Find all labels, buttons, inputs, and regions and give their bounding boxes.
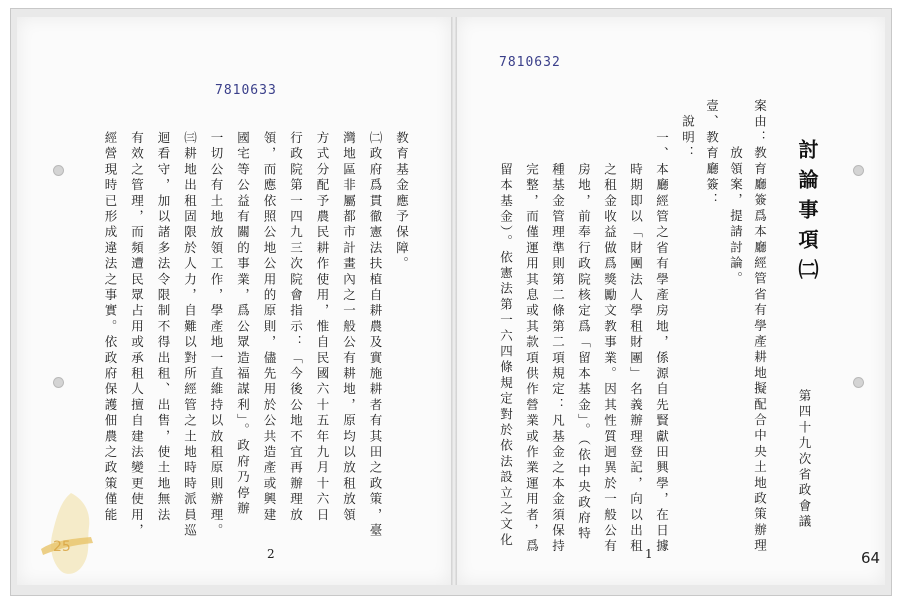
- text-column: 教育基金應予保障。: [394, 131, 410, 273]
- right-serial-number: 7810632: [499, 55, 561, 70]
- left-serial-number: 7810633: [215, 83, 277, 98]
- left-page-number: 2: [267, 547, 275, 561]
- svg-text:25: 25: [53, 539, 71, 555]
- text-column: 種基金管理準則第二條第二項規定：凡基金之本金須保持: [550, 131, 566, 555]
- text-column: ㈢耕地出租固限於人力，自難以對所經管之土地時時派員巡: [182, 131, 198, 540]
- right-page: [457, 17, 885, 585]
- section-title: 討論事項㈡: [795, 139, 819, 289]
- binding-hole: [53, 165, 64, 176]
- text-column: 之租金收益做爲獎勵文教事業。因其性質迥異於一般公有: [602, 131, 618, 555]
- text-column: 房地，前奉行政院核定爲「留本基金」。（依中央政府特: [576, 131, 592, 543]
- text-column: 完整，而僅運用其息或其款項供作營業或作業運用者，爲: [524, 131, 540, 555]
- text-column: ㈡政府爲貫徹憲法扶植自耕農及實施耕者有其田之政策，臺: [368, 131, 383, 540]
- sheet-number: 64: [861, 549, 881, 567]
- text-column: 壹、教育廳簽：: [704, 99, 720, 209]
- text-column: 放領案，提請討論。: [728, 99, 744, 288]
- text-column: 一切公有土地放領工作，學產地一直維持以放租原則辦理。: [209, 131, 224, 540]
- meeting-label: 第四十九次省政會議: [797, 389, 812, 531]
- text-column: 領，而應依照公地公用的原則，儘先用於公共造產或興建: [262, 131, 277, 524]
- text-column: 方式分配予農民耕作使用，惟自民國六十五年九月十六日: [315, 131, 330, 524]
- text-column: 案由：教育廳簽爲本廳經管省有學產耕地擬配合中央土地政策辦理: [752, 99, 768, 555]
- text-column: 有效之管理，而頻遭民眾占用或承租人擅自建法變更使用，: [129, 131, 145, 540]
- text-column: 經營現時已形成違法之事實。依政府保護佃農之政策僅能: [103, 131, 118, 524]
- binding-hole: [853, 165, 864, 176]
- text-column: 行政院第一四九三次院會指示：「今後公地不宜再辦理放: [288, 131, 304, 524]
- text-column: 一、本廳經管之省有學產房地，係源自先賢獻田興學，在日據: [654, 131, 670, 555]
- text-column: 留本基金）。依憲法第一六四條規定對於依法設立之文化: [498, 131, 514, 549]
- left-page: [17, 17, 451, 585]
- text-column: 國宅等公益有關的事業，爲公眾造福謀利」。政府乃停辦: [235, 131, 251, 518]
- text-column: 灣地區非屬都市計畫內之一般公有耕地，原均以放租放領: [341, 131, 357, 524]
- binding-hole: [53, 377, 64, 388]
- text-column: 迴看守，加以諸多法令限制不得出租、出售，使土地無法: [156, 131, 171, 524]
- right-page-number: 1: [645, 547, 653, 561]
- document-spread: [10, 8, 892, 596]
- binding-hole: [853, 377, 864, 388]
- text-column: 時期即以「財團法人學租財團」名義辦理登記，向以出租: [628, 131, 644, 555]
- text-column: 說明：: [680, 99, 696, 162]
- archive-watermark-logo: [31, 489, 109, 579]
